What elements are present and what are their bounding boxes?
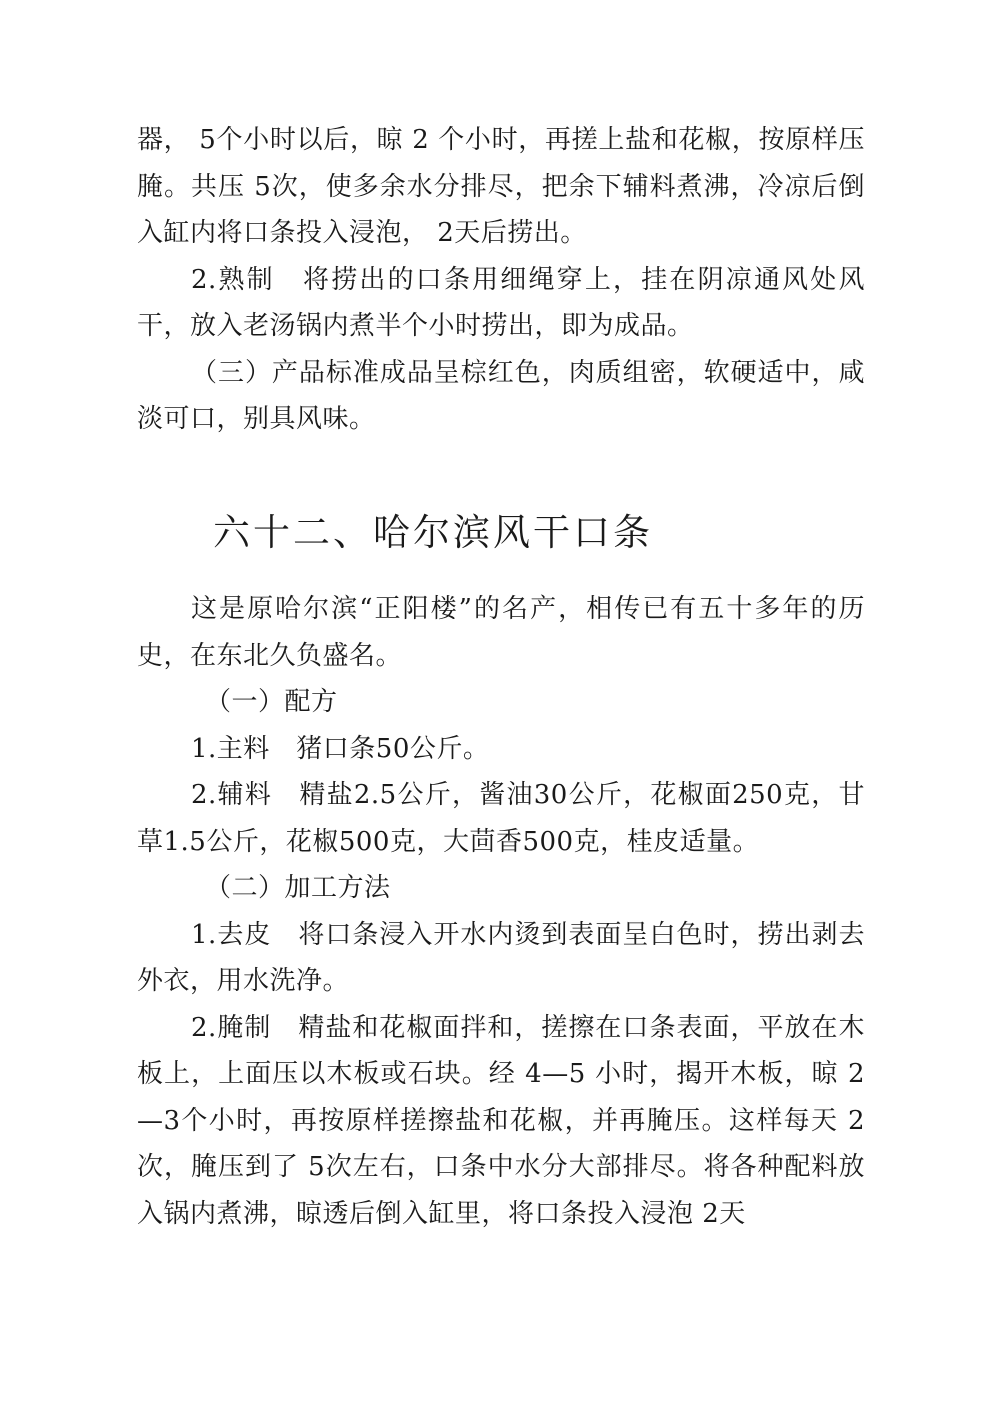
peel-step-paragraph: 1.去皮 将口条浸入开水内烫到表面呈白色时，捞出剥去外衣，用水洗净。 bbox=[137, 919, 865, 996]
top-section bbox=[137, 117, 865, 443]
section-title: 六十二、哈尔滨风干口条 bbox=[213, 511, 653, 554]
cooking-step-paragraph: 2.熟制 将捞出的口条用细绳穿上，挂在阴凉通风处风干，放入老汤锅内煮半个小时捞出，即为成品。 bbox=[137, 264, 865, 341]
method-heading: （二）加工方法 bbox=[205, 873, 391, 903]
recipe-section bbox=[137, 586, 865, 1237]
intro-paragraph: 这是原哈尔滨“正阳楼”的名产，相传已有五十多年的历史，在东北久负盛名。 bbox=[137, 594, 865, 671]
formula-heading: （一）配方 bbox=[205, 687, 338, 717]
cure-step-paragraph: 2.腌制 精盐和花椒面拌和，搓擦在口条表面，平放在木板上，上面压以木板或石块。经 4—5 小时，揭开木板，晾 2—3个小时，再按原样搓擦盐和花椒，并再腌压。这样每天 2次，腌压到了 5次左右，口条中水分大部排尽。将各种配料放入锅内煮沸，晾透后倒入缸里，将口条投入浸泡 2天 bbox=[137, 1012, 865, 1229]
product-standard-paragraph: （三）产品标准成品呈棕红色，肉质组密，软硬适中，咸淡可口，别具风味。 bbox=[137, 357, 865, 434]
continuation-paragraph: 器， 5个小时以后，晾 2 个小时，再搓上盐和花椒，按原样压腌。共压 5次，使多余水分排尽，把余下辅料煮沸，冷凉后倒入缸内将口条投入浸泡， 2天后捞出。 bbox=[137, 125, 865, 248]
auxiliary-material-paragraph: 2.辅料 精盐2.5公斤，酱油30公斤，花椒面250克，甘草1.5公斤，花椒500克，大茴香500克，桂皮适量。 bbox=[137, 780, 865, 857]
main-material-paragraph: 1.主料 猪口条50公斤。 bbox=[191, 733, 490, 764]
